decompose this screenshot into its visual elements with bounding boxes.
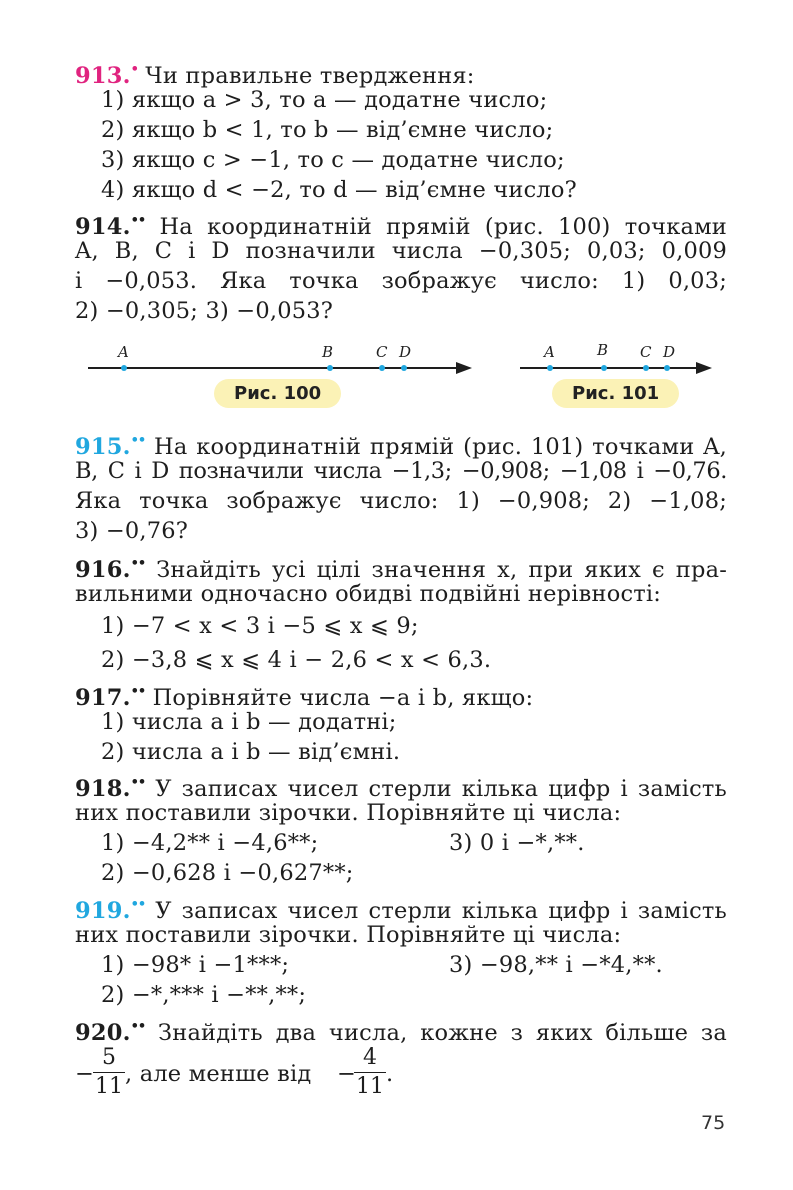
exercise-number: 916. — [75, 557, 131, 583]
exercise-number: 919. — [75, 898, 131, 924]
point-a — [121, 365, 127, 371]
exercise-item: 1) −4,2** і −4,6**; — [101, 830, 319, 856]
fraction-denominator: 11 — [356, 1074, 384, 1099]
exercise-item: 2) якщо b < 1, то b — від’ємне число; — [101, 117, 554, 143]
exercise-text: них поставили зірочки. Порівняйте ці числа: — [75, 800, 622, 826]
number-line-100 — [88, 362, 472, 374]
point-label-c: C — [376, 343, 388, 361]
fraction-4-11 — [354, 1044, 386, 1101]
exercise-item: 1) −98* і −1***; — [101, 952, 290, 978]
exercise-number: 914. — [75, 214, 131, 240]
fraction-bar — [93, 1072, 125, 1073]
exercise-item: 2) −*,*** і −**,**; — [101, 982, 307, 1008]
exercise-text: A, B, C і D позначили числа −0,305; 0,03; 0,009 — [75, 238, 727, 264]
minus-sign: − — [75, 1061, 95, 1087]
exercise-number: 913. — [75, 63, 131, 89]
number-line-101 — [520, 362, 712, 374]
minus-sign: − — [337, 1061, 357, 1087]
fraction-numerator: 5 — [102, 1045, 116, 1070]
exercise-item: 2) −0,628 і −0,627**; — [101, 860, 354, 886]
point-a — [547, 365, 553, 371]
exercise-text: На координатній прямій (рис. 101) точками A, — [154, 434, 728, 460]
fraction-denominator: 11 — [95, 1074, 123, 1099]
page-number: 75 — [701, 1112, 726, 1134]
difficulty-mark: •• — [130, 556, 146, 571]
point-c — [379, 365, 385, 371]
fraction-numerator: 4 — [363, 1045, 377, 1070]
difficulty-mark: • — [130, 62, 138, 77]
exercise-item: 2) −3,8 ⩽ x ⩽ 4 і − 2,6 < x < 6,3. — [101, 647, 492, 673]
exercise-text: Знайдіть два числа, кожне з яких більше за — [158, 1020, 727, 1046]
exercise-text: , але менше від — [125, 1061, 312, 1087]
point-label-b: B — [322, 343, 334, 361]
point-b — [327, 365, 333, 371]
exercise-item: 1) числа a і b — додатні; — [101, 709, 397, 735]
fraction-bar — [354, 1072, 386, 1073]
exercise-text: B, C і D позначили числа −1,3; −0,908; −1,08 і −0,76. — [75, 458, 727, 484]
difficulty-mark: •• — [130, 1019, 146, 1034]
point-b — [601, 365, 607, 371]
exercise-item: 3) −98,** і −*4,**. — [449, 952, 663, 978]
exercise-text: 3) −0,76? — [75, 518, 189, 544]
difficulty-mark: •• — [130, 433, 146, 448]
exercise-text: На координатній прямій (рис. 100) точками — [159, 214, 727, 240]
difficulty-mark: •• — [130, 684, 146, 699]
exercise-item: 3) якщо c > −1, то c — додатне число; — [101, 147, 565, 173]
exercise-item: 1) −7 < x < 3 і −5 ⩽ x ⩽ 9; — [101, 613, 419, 639]
exercise-number: 920. — [75, 1020, 131, 1046]
exercise-number: 915. — [75, 434, 131, 460]
exercise-text: Знайдіть усі цілі значення x, при яких є пра- — [156, 557, 727, 583]
point-d — [664, 365, 670, 371]
exercise-text: Порівняйте числа −a і b, якщо: — [152, 685, 534, 711]
exercise-text: У записах чисел стерли кілька цифр і замість — [155, 776, 727, 802]
exercise-number: 918. — [75, 776, 131, 802]
exercise-text: 2) −0,305; 3) −0,053? — [75, 298, 334, 324]
point-label-d: D — [399, 343, 412, 361]
exercise-text: вильними одночасно обидві подвійні нерівності: — [75, 581, 662, 607]
difficulty-mark: •• — [130, 775, 146, 790]
exercise-item: 3) 0 і −*,**. — [449, 830, 585, 856]
exercise-number: 917. — [75, 685, 131, 711]
point-label-b: B — [597, 341, 609, 359]
point-label-d: D — [663, 343, 676, 361]
figure-caption-100: Рис. 100 — [214, 379, 341, 408]
exercise-text: Яка точка зображує число: 1) −0,908; 2) −1,08; — [75, 488, 727, 514]
difficulty-mark: •• — [130, 897, 146, 912]
figure-caption-101: Рис. 101 — [552, 379, 679, 408]
difficulty-mark: •• — [130, 213, 146, 228]
exercise-text: і −0,053. Яка точка зображує число: 1) 0,03; — [75, 268, 727, 294]
fraction-5-11 — [93, 1044, 125, 1101]
exercise-text: них поставили зірочки. Порівняйте ці числа: — [75, 922, 622, 948]
point-c — [643, 365, 649, 371]
period: . — [386, 1061, 394, 1087]
exercise-item: 2) числа a і b — від’ємні. — [101, 739, 401, 765]
point-label-a: A — [544, 343, 555, 361]
exercise-item: 4) якщо d < −2, то d — від’ємне число? — [101, 177, 577, 203]
exercise-text: Чи правильне твердження: — [145, 63, 475, 89]
point-d — [401, 365, 407, 371]
exercise-text: У записах чисел стерли кілька цифр і замість — [155, 898, 727, 924]
exercise-item: 1) якщо a > 3, то a — додатне число; — [101, 87, 548, 113]
exercise-920-line — [75, 1012, 727, 1048]
point-label-a: A — [118, 343, 129, 361]
point-label-c: C — [640, 343, 652, 361]
